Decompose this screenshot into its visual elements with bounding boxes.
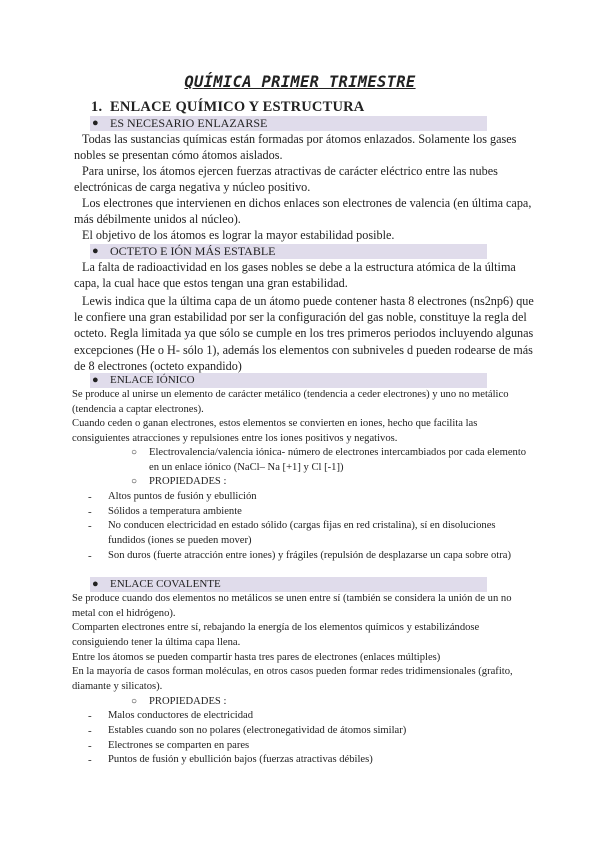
- paragraph: La falta de radioactividad en los gases nobles se debe a la estructura atómica de la última capa, la cual hace que estos tengan una gran estabilidad.: [74, 260, 516, 290]
- heading-band-enlace-ionico: [90, 373, 487, 388]
- circle-bullet-icon: ○: [131, 696, 138, 707]
- bullet-icon: ●: [92, 374, 99, 386]
- dash-bullet-icon: -: [88, 506, 92, 518]
- heading-band-octeto: [90, 244, 487, 259]
- band-label: ES NECESARIO ENLAZARSE: [110, 116, 268, 130]
- list-item: Malos conductores de electricidad: [108, 710, 254, 721]
- sub-item: Electrovalencia/valencia iónica- número de electrones intercambiados por cada elemento en un enlace iónico (NaCl– Na [+1] y Cl [-1]): [149, 447, 527, 473]
- list-item: No conducen electricidad en estado sólido (cargas fijas en red cristalina), sí en disoluciones fundidos (iones se pueden mover): [108, 520, 496, 546]
- circle-bullet-icon: ○: [131, 447, 138, 458]
- list-item: Altos puntos de fusión y ebullición: [108, 491, 257, 502]
- circle-bullet-icon: ○: [131, 476, 138, 487]
- paragraph: Todas las sustancias químicas están formadas por átomos enlazados. Solamente los gases nobles se presentan cómo átomos aislados.: [74, 132, 517, 162]
- sub-item: PROPIEDADES :: [149, 696, 227, 707]
- dash-bullet-icon: -: [88, 491, 92, 503]
- paragraph: Los electrones que intervienen en dichos enlaces son electrones de valencia (en última capa, más débilmente unidos al núcleo).: [74, 196, 532, 226]
- paragraph: En la mayoría de casos forman moléculas, en otros casos pueden formar redes tridimensionales (grafito, diamante y silicatos).: [72, 666, 513, 692]
- list-item: Sólidos a temperatura ambiente: [108, 506, 242, 517]
- dash-bullet-icon: -: [88, 740, 92, 752]
- section-number: 1.: [91, 99, 103, 115]
- bullet-icon: ●: [92, 117, 99, 129]
- band-label: ENLACE IÓNICO: [110, 374, 195, 386]
- paragraph: Entre los átomos se pueden compartir hasta tres pares de electrones (enlaces múltiples): [72, 652, 441, 663]
- paragraph: Lewis indica que la última capa de un átomo puede contener hasta 8 electrones (ns2np6) que le confiere una gran estabilidad por ser la configuración del gas noble, constituye la regla del octeto. Regla limitada ya que sólo se cumple en los tres primeros periodos incluyendo algunas excepciones (He o H- sólo 1), además los elementos con subniveles d pueden rodearse de más de 8 electrones (octeto expandido): [74, 294, 534, 373]
- heading-band-enlace-covalente: [90, 577, 487, 592]
- dash-bullet-icon: -: [88, 725, 92, 737]
- sub-item: PROPIEDADES :: [149, 476, 227, 487]
- list-item: Son duros (fuerte atracción entre iones) y frágiles (repulsión de desplazarse un capa sobre otra): [108, 550, 511, 561]
- list-item: Puntos de fusión y ebullición bajos (fuerzas atractivas débiles): [108, 754, 373, 765]
- dash-bullet-icon: -: [88, 520, 92, 532]
- section-title: ENLACE QUÍMICO Y ESTRUCTURA: [110, 99, 365, 115]
- bullet-icon: ●: [92, 245, 99, 257]
- band-label: ENLACE COVALENTE: [110, 578, 221, 590]
- paragraph: Comparten electrones entre sí, rebajando la energía de los elementos químicos y estabilizándose consiguiendo tener la última capa llena.: [72, 622, 480, 648]
- bullet-icon: ●: [92, 578, 99, 590]
- dash-bullet-icon: -: [88, 754, 92, 766]
- dash-bullet-icon: -: [88, 710, 92, 722]
- paragraph: Para unirse, los átomos ejercen fuerzas atractivas de carácter eléctrico entre las nubes electrónicas de carga negativa y núcleo positivo.: [74, 164, 498, 194]
- document-title: QUÍMICA PRIMER TRIMESTRE: [184, 73, 416, 91]
- section-heading: [91, 99, 364, 116]
- paragraph: Se produce cuando dos elementos no metálicos se unen entre sí (también se considera la unión de un no metal con el hidrógeno).: [72, 593, 512, 619]
- heading-band-es-necesario: [90, 116, 487, 131]
- paragraph: El objetivo de los átomos es lograr la mayor estabilidad posible.: [82, 228, 395, 242]
- paragraph: Cuando ceden o ganan electrones, estos elementos se convierten en iones, hecho que facilita las consiguientes atracciones y repulsiones entre los iones positivos y negativos.: [72, 418, 478, 444]
- dash-bullet-icon: -: [88, 550, 92, 562]
- band-label: OCTETO E IÓN MÁS ESTABLE: [110, 244, 276, 258]
- paragraph: Se produce al unirse un elemento de carácter metálico (tendencia a ceder electrones) y uno no metálico (tendencia a captar electrones).: [72, 389, 509, 415]
- list-item: Estables cuando son no polares (electronegatividad de átomos similar): [108, 725, 407, 736]
- list-item: Electrones se comparten en pares: [108, 740, 250, 751]
